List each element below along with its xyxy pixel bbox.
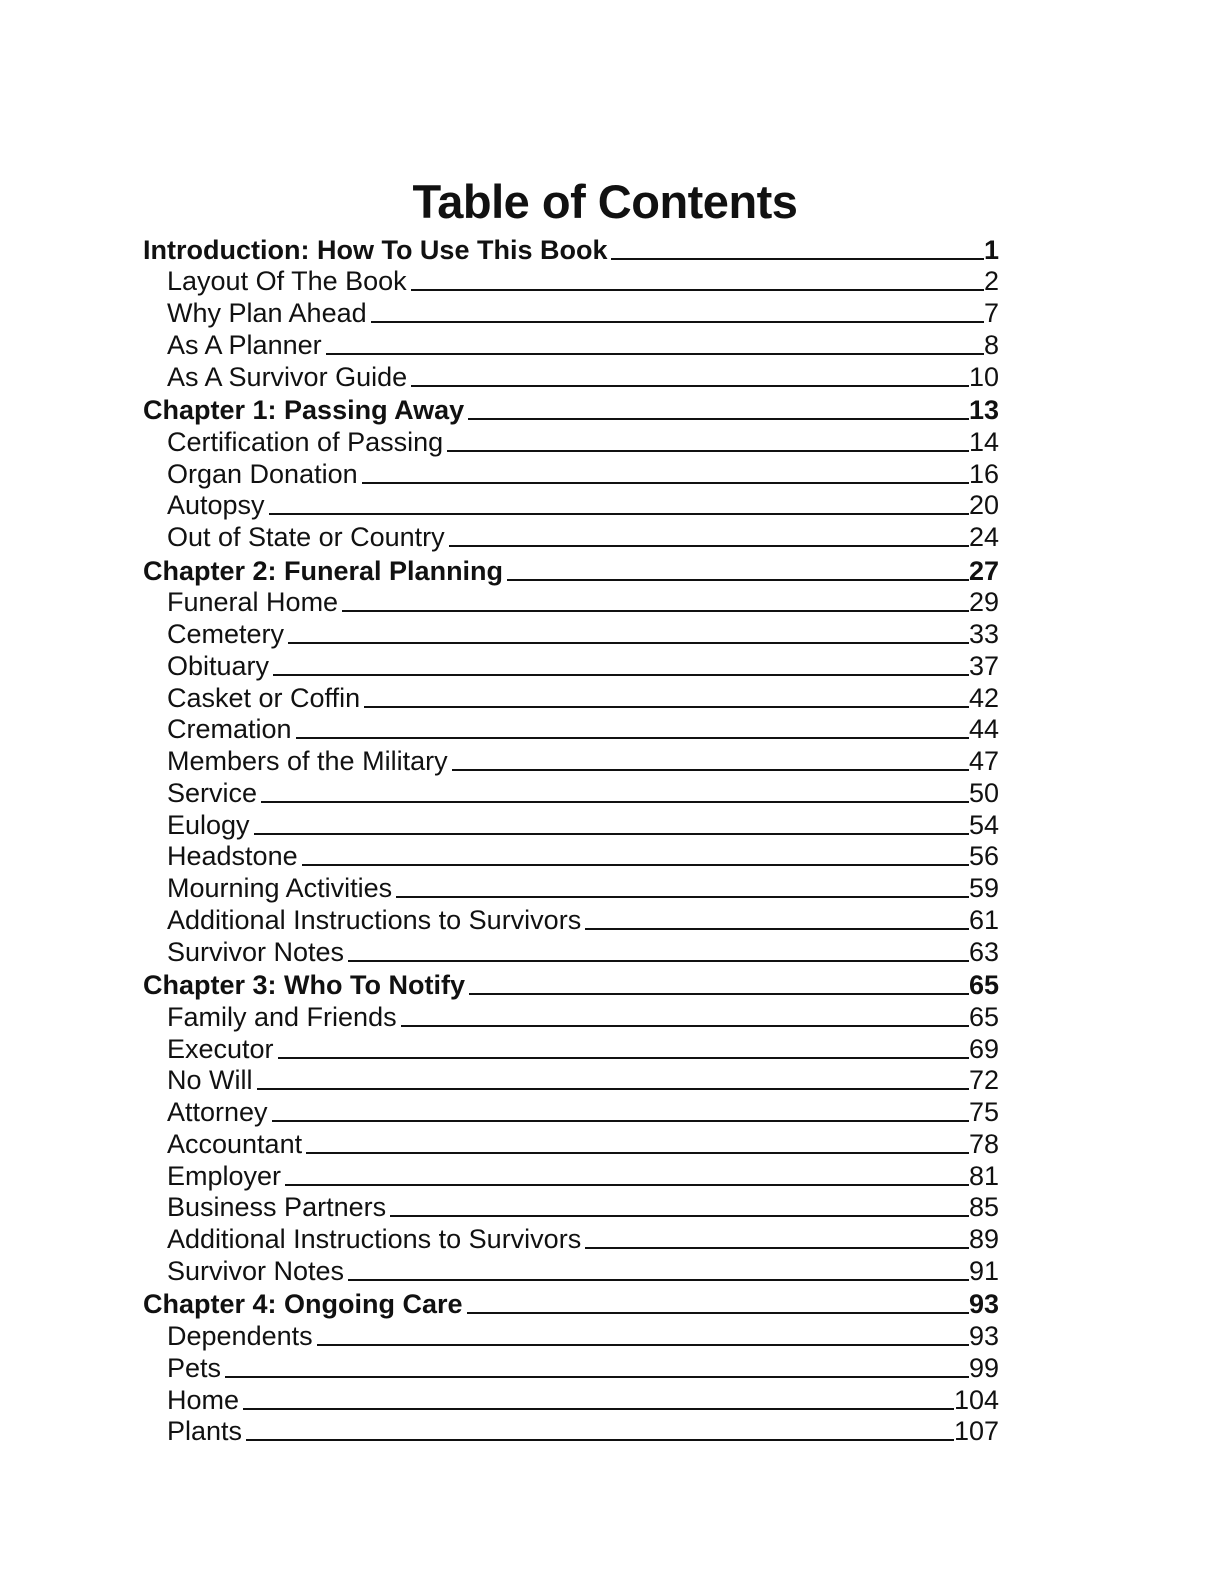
entry-leader-line: [469, 993, 969, 995]
entry-title: Organ Donation: [167, 458, 358, 489]
entry-leader-line: [306, 1152, 969, 1154]
toc-section-entry: [143, 1096, 999, 1128]
toc-section-entry: [143, 587, 999, 619]
entry-title: Family and Friends: [167, 1001, 397, 1032]
toc-section-entry: [143, 458, 999, 490]
entry-title: Executor: [167, 1033, 274, 1064]
toc-chapter-entry: [143, 232, 999, 266]
entry-page-number: 24: [968, 522, 999, 552]
entry-page-number: 33: [968, 619, 999, 649]
toc-section-entry: [143, 745, 999, 777]
entry-page-number: 72: [968, 1065, 999, 1096]
entry-leader-line: [390, 1215, 969, 1217]
toc-section-entry: [143, 266, 999, 298]
entry-page-number: 89: [968, 1224, 999, 1254]
entry-page-number: 61: [968, 904, 999, 935]
entry-title: Mourning Activities: [167, 873, 393, 903]
entry-title: Autopsy: [167, 490, 265, 521]
entry-leader-line: [317, 1344, 969, 1346]
entry-page-number: 42: [968, 682, 999, 713]
entry-title: Obituary: [167, 650, 270, 681]
entry-leader-line: [364, 706, 969, 708]
entry-title: Attorney: [167, 1097, 268, 1127]
entry-leader-line: [243, 1408, 954, 1410]
toc-section-entry: [143, 841, 999, 873]
entry-leader-line: [342, 610, 969, 612]
toc-section-entry: [143, 297, 999, 329]
entry-leader-line: [362, 482, 969, 484]
entry-page-number: 27: [968, 555, 999, 586]
entry-page-number: 81: [968, 1160, 999, 1191]
entry-page-number: 65: [968, 970, 999, 1000]
entry-leader-line: [225, 1376, 969, 1378]
entry-leader-line: [302, 864, 969, 866]
entry-title: Headstone: [167, 841, 298, 872]
toc-section-entry: [143, 1223, 999, 1255]
entry-title: Pets: [167, 1352, 222, 1383]
entry-leader-line: [467, 1312, 969, 1314]
entry-page-number: 93: [968, 1289, 999, 1320]
entry-title: Chapter 4: Ongoing Care: [143, 1289, 463, 1320]
toc-section-entry: [143, 521, 999, 553]
entry-leader-line: [272, 1120, 969, 1122]
entry-title: Funeral Home: [167, 587, 339, 618]
entry-leader-line: [273, 674, 969, 676]
entry-title: Members of the Military: [167, 746, 448, 776]
entry-title: Cemetery: [167, 619, 285, 649]
entry-title: As A Planner: [167, 329, 322, 360]
entry-title: Why Plan Ahead: [167, 298, 367, 328]
entry-page-number: 104: [953, 1384, 999, 1415]
entry-title: Dependents: [167, 1321, 313, 1351]
toc-section-entry: [143, 1065, 999, 1097]
toc-chapter-entry: [143, 1287, 999, 1321]
entry-page-number: 37: [968, 650, 999, 681]
entry-title: Certification of Passing: [167, 426, 444, 457]
entry-title: Out of State or Country: [167, 522, 445, 552]
entry-title: Accountant: [167, 1128, 303, 1159]
entry-title: Chapter 1: Passing Away: [143, 395, 465, 425]
toc-section-entry: [143, 361, 999, 393]
entry-page-number: 44: [968, 714, 999, 745]
toc-section-entry: [143, 1320, 999, 1352]
entry-leader-line: [411, 385, 969, 387]
toc-section-entry: [143, 1416, 999, 1448]
entry-title: Casket or Coffin: [167, 682, 361, 713]
entry-title: No Will: [167, 1065, 253, 1096]
entry-leader-line: [246, 1439, 954, 1441]
entry-leader-line: [296, 737, 969, 739]
toc-section-entry: [143, 650, 999, 682]
entry-leader-line: [269, 513, 969, 515]
entry-leader-line: [452, 769, 969, 771]
entry-title: Business Partners: [167, 1192, 387, 1223]
entry-leader-line: [278, 1057, 969, 1059]
entry-page-number: 16: [968, 458, 999, 489]
entry-leader-line: [401, 1025, 969, 1027]
entry-title: Employer: [167, 1160, 282, 1191]
entry-page-number: 13: [968, 395, 999, 425]
entry-page-number: 50: [968, 777, 999, 808]
toc-section-entry: [143, 1128, 999, 1160]
toc-section-entry: [143, 777, 999, 809]
entry-page-number: 56: [968, 841, 999, 872]
entry-page-number: 7: [983, 298, 999, 328]
table-of-contents: [143, 232, 999, 1447]
entry-title: Introduction: How To Use This Book: [143, 234, 608, 265]
entry-page-number: 14: [968, 426, 999, 457]
toc-section-entry: [143, 872, 999, 904]
toc-section-entry: [143, 1192, 999, 1224]
entry-title: Chapter 2: Funeral Planning: [143, 555, 504, 586]
entry-leader-line: [396, 896, 969, 898]
entry-title: Additional Instructions to Survivors: [167, 1224, 582, 1254]
toc-section-entry: [143, 809, 999, 841]
toc-section-entry: [143, 1384, 999, 1416]
entry-page-number: 20: [968, 490, 999, 521]
entry-title: Plants: [167, 1416, 243, 1447]
toc-section-entry: [143, 1033, 999, 1065]
entry-leader-line: [611, 258, 983, 260]
entry-page-number: 54: [968, 809, 999, 840]
entry-page-number: 99: [968, 1352, 999, 1383]
entry-leader-line: [371, 321, 984, 323]
toc-section-entry: [143, 682, 999, 714]
entry-page-number: 2: [983, 266, 999, 297]
entry-page-number: 85: [968, 1192, 999, 1223]
toc-section-entry: [143, 936, 999, 968]
entry-page-number: 78: [968, 1128, 999, 1159]
entry-page-number: 10: [968, 361, 999, 392]
toc-section-entry: [143, 1352, 999, 1384]
entry-leader-line: [468, 418, 969, 420]
entry-leader-line: [449, 545, 969, 547]
entry-title: Layout Of The Book: [167, 266, 407, 297]
entry-leader-line: [411, 289, 984, 291]
page-title: Table of Contents: [412, 175, 798, 229]
entry-leader-line: [585, 928, 969, 930]
entry-leader-line: [288, 642, 969, 644]
entry-page-number: 69: [968, 1033, 999, 1064]
entry-leader-line: [257, 1088, 969, 1090]
toc-section-entry: [143, 1255, 999, 1287]
toc-section-entry: [143, 329, 999, 361]
entry-title: Home: [167, 1384, 240, 1415]
entry-leader-line: [447, 450, 969, 452]
entry-leader-line: [507, 579, 969, 581]
entry-page-number: 65: [968, 1001, 999, 1032]
toc-section-entry: [143, 618, 999, 650]
entry-title: As A Survivor Guide: [167, 361, 408, 392]
entry-title: Survivor Notes: [167, 1255, 345, 1286]
entry-leader-line: [285, 1184, 969, 1186]
toc-chapter-entry: [143, 553, 999, 587]
entry-leader-line: [585, 1247, 969, 1249]
toc-section-entry: [143, 1160, 999, 1192]
entry-page-number: 107: [953, 1416, 999, 1447]
entry-title: Eulogy: [167, 809, 250, 840]
toc-section-entry: [143, 714, 999, 746]
entry-page-number: 29: [968, 587, 999, 618]
entry-leader-line: [254, 833, 969, 835]
entry-title: Chapter 3: Who To Notify: [143, 970, 465, 1000]
entry-page-number: 93: [968, 1321, 999, 1351]
entry-page-number: 91: [968, 1255, 999, 1286]
toc-section-entry: [143, 1001, 999, 1033]
entry-leader-line: [261, 801, 969, 803]
entry-page-number: 47: [968, 746, 999, 776]
entry-title: Service: [167, 777, 258, 808]
toc-chapter-entry: [143, 393, 999, 427]
toc-chapter-entry: [143, 968, 999, 1002]
toc-section-entry: [143, 490, 999, 522]
toc-section-entry: [143, 904, 999, 936]
entry-leader-line: [348, 960, 969, 962]
entry-title: Survivor Notes: [167, 936, 345, 967]
entry-leader-line: [326, 353, 984, 355]
entry-page-number: 8: [983, 329, 999, 360]
entry-page-number: 1: [983, 234, 999, 265]
entry-title: Cremation: [167, 714, 292, 745]
entry-title: Additional Instructions to Survivors: [167, 904, 582, 935]
entry-page-number: 59: [968, 873, 999, 903]
entry-page-number: 75: [968, 1097, 999, 1127]
toc-section-entry: [143, 426, 999, 458]
entry-leader-line: [348, 1279, 969, 1281]
entry-page-number: 63: [968, 936, 999, 967]
